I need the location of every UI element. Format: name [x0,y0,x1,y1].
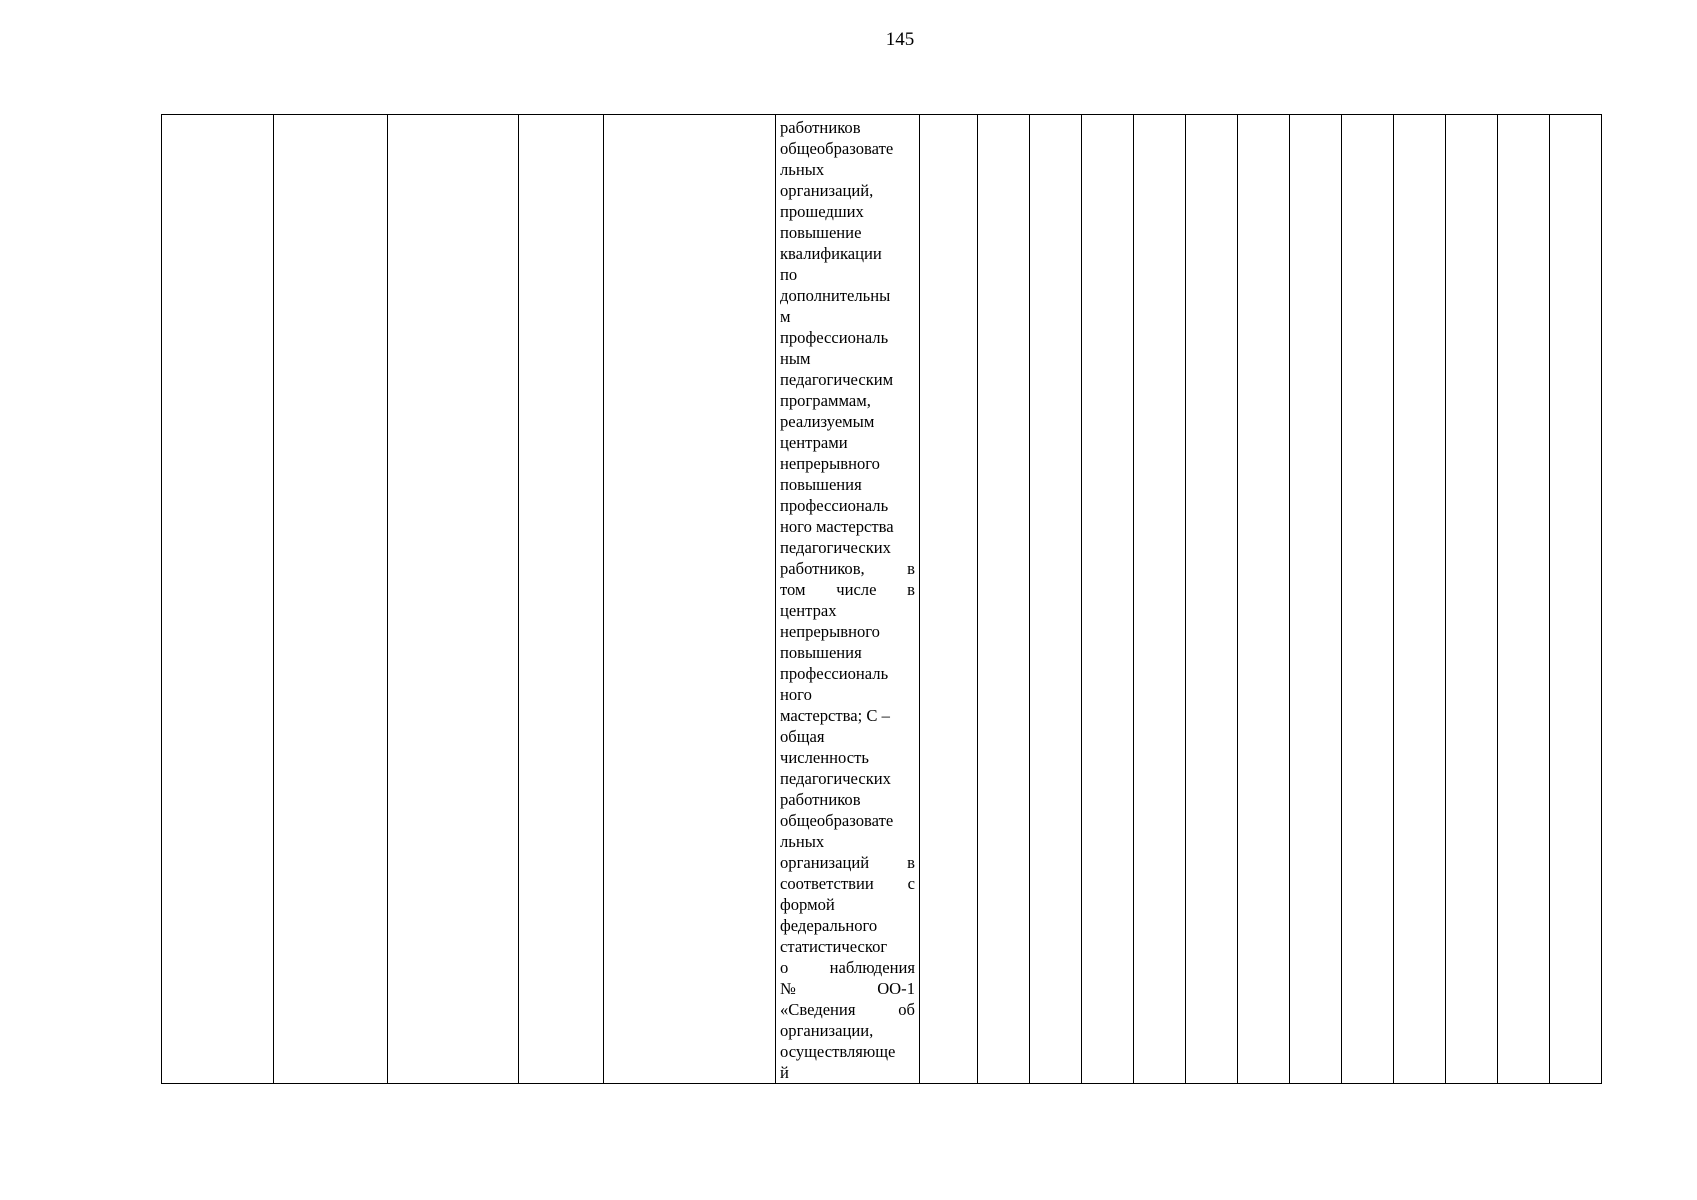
table-cell-13 [1238,115,1290,1084]
text-line: профессиональ [780,328,889,347]
text-line: федерального [780,916,878,935]
text-line: педагогических [780,769,891,788]
text-line: формой [780,895,835,914]
text-line: организации, [780,1021,874,1040]
text-line: осуществляюще [780,1042,896,1061]
text-line: ного мастерства [780,517,894,536]
table-cell-17 [1446,115,1498,1084]
table-cell-3 [388,115,519,1084]
text-line: ным [780,349,811,368]
text-line: общеобразовате [780,139,894,158]
text-line: повышение [780,223,862,242]
document-table [161,114,1602,1084]
text-line: мастерства; С – [780,706,890,725]
text-line: повышения [780,475,862,494]
table-cell-18 [1498,115,1550,1084]
table-cell-4 [519,115,604,1084]
table-cell-12 [1186,115,1238,1084]
page-number: 145 [885,29,915,50]
text-line: «Сведения об [780,1000,915,1019]
table-cell-2 [274,115,388,1084]
table-cell-7 [920,115,978,1084]
table-cell-5 [604,115,776,1084]
table-cell-9 [1030,115,1082,1084]
text-line: непрерывного [780,622,880,641]
table-cell-14 [1290,115,1342,1084]
table-cell-11 [1134,115,1186,1084]
text-line: общеобразовате [780,811,894,830]
text-line: льных [780,160,825,179]
text-line: прошедших [780,202,864,221]
text-line: м [780,307,791,326]
table-cell-8 [978,115,1030,1084]
table-cell-10 [1082,115,1134,1084]
text-line: дополнительны [780,286,891,305]
text-line: повышения [780,643,862,662]
text-line: центрах [780,601,837,620]
table-cell-19 [1550,115,1602,1084]
table-cell-15 [1342,115,1394,1084]
text-line: организаций в [780,853,915,872]
text-line: ного [780,685,812,704]
text-line: программам, [780,391,871,410]
text-line: педагогическим [780,370,894,389]
text-line: численность [780,748,869,767]
table-row [162,115,1602,1084]
text-line: работников [780,118,861,137]
table-cell-1 [162,115,274,1084]
text-line: непрерывного [780,454,880,473]
text-line: центрами [780,433,848,452]
table-cell-indicator-description [776,115,920,1084]
text-line: соответствии с [780,874,915,893]
text-line: реализуемым [780,412,875,431]
text-line: общая [780,727,825,746]
text-line: педагогических [780,538,891,557]
text-line: статистическог [780,937,888,956]
text-line: профессиональ [780,496,889,515]
text-line: по [780,265,798,284]
text-line: организаций, [780,181,874,200]
table-cell-16 [1394,115,1446,1084]
text-line: о наблюдения [780,958,915,977]
text-line: й [780,1063,789,1082]
text-line: квалификации [780,244,882,263]
text-line: том числе в [780,580,915,599]
text-line: работников [780,790,861,809]
text-line: льных [780,832,825,851]
text-line: профессиональ [780,664,889,683]
text-line: № ОО-1 [780,979,915,998]
text-line: работников, в [780,559,915,578]
